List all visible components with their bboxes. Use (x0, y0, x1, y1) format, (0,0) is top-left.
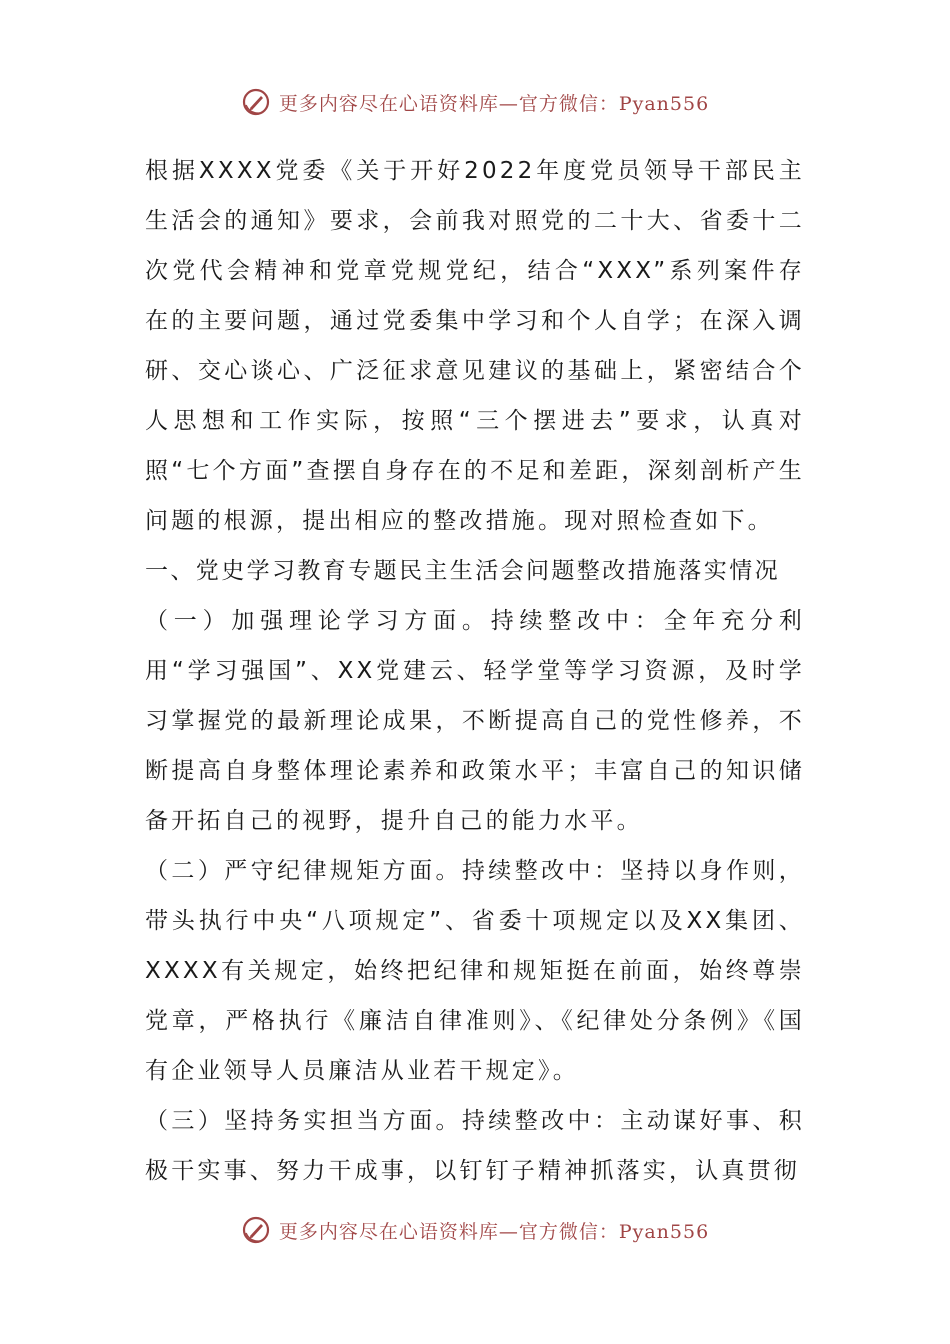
watermark-text: 更多内容尽在心语资料库—官方微信：Pyan556 (278, 1220, 710, 1243)
paragraph-intro: 根据XXXX党委《关于开好2022年度党员领导干部民主生活会的通知》要求，会前我对照党的二十大、省委十二次党代会精神和党章党规党纪，结合“XXX”系列案件存在的主要问题，通过党委集中学习和个人自学；在深入调研、交心谈心、广泛征求意见建议的基础上，紧密结合个人思想和工作实际，按照“三个摆进去”要求，认真对照“七个方面”查摆自身存在的不足和差距，深刻剖析产生问题的根源，提出相应的整改措施。现对照检查如下。 (145, 158, 805, 534)
watermark-footer (0, 1210, 950, 1250)
pen-circle-logo-icon (241, 1215, 271, 1245)
paragraph-pragmatic: （三）坚持务实担当方面。持续整改中：主动谋好事、积极干实事、努力干成事，以钉钉子精神抓落实，认真贯彻 (145, 1108, 805, 1184)
paragraph-theory-study: （一）加强理论学习方面。持续整改中：全年充分利用“学习强国”、XX党建云、轻学堂等学习资源，及时学习掌握党的最新理论成果，不断提高自己的党性修养，不断提高自身整体理论素养和政策水平；丰富自己的知识储备开拓自己的视野，提升自己的能力水平。 (145, 608, 805, 834)
watermark-header (0, 82, 950, 122)
watermark-text: 更多内容尽在心语资料库—官方微信：Pyan556 (278, 92, 710, 115)
section-heading: 一、党史学习教育专题民主生活会问题整改措施落实情况 (145, 558, 780, 584)
pen-circle-logo-icon (241, 87, 271, 117)
paragraph-discipline: （二）严守纪律规矩方面。持续整改中：坚持以身作则，带头执行中央“八项规定”、省委十项规定以及XX集团、XXXX有关规定，始终把纪律和规矩挺在前面，始终尊崇党章，严格执行《廉洁自律准则》、《纪律处分条例》《国有企业领导人员廉洁从业若干规定》。 (145, 858, 805, 1084)
document-body (145, 146, 805, 1196)
